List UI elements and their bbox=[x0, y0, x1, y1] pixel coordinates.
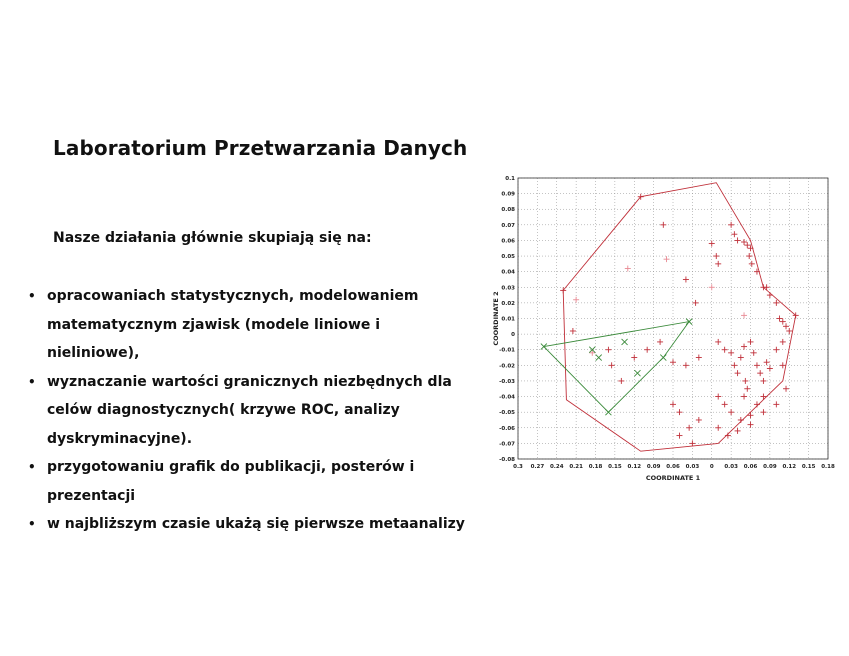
x-tick-label: 0.03 bbox=[724, 464, 738, 470]
data-point bbox=[731, 231, 737, 237]
data-point bbox=[735, 237, 741, 243]
x-tick-label: 0.03 bbox=[685, 464, 700, 470]
data-point bbox=[744, 386, 750, 392]
y-tick-label: 0.09 bbox=[501, 191, 515, 198]
x-tick-label: 0.18 bbox=[821, 464, 835, 470]
data-point bbox=[764, 284, 770, 290]
data-point bbox=[618, 378, 624, 384]
data-point bbox=[764, 359, 770, 365]
data-point bbox=[748, 412, 754, 418]
data-point bbox=[780, 362, 786, 368]
y-tick-label: 0.07 bbox=[501, 222, 515, 229]
data-point bbox=[713, 253, 719, 259]
data-point bbox=[605, 347, 611, 353]
y-tick-label: -0.06 bbox=[499, 425, 515, 432]
data-point bbox=[741, 312, 747, 318]
bullet-text: w najbliższym czasie ukażą się pierwsze metaanalizy bbox=[47, 516, 465, 532]
y-tick-label: 0.08 bbox=[501, 207, 515, 214]
x-tick-label: 0.18 bbox=[588, 464, 603, 470]
y-tick-label: 0.06 bbox=[501, 238, 515, 245]
x-tick-label: 0.24 bbox=[549, 464, 564, 470]
data-point bbox=[748, 422, 754, 428]
data-point bbox=[767, 365, 773, 371]
list-item bbox=[28, 510, 468, 539]
data-point bbox=[622, 339, 628, 345]
y-tick-label: -0.04 bbox=[499, 394, 515, 401]
data-point bbox=[634, 370, 640, 376]
bullet-text: opracowaniach statystycznych, modelowaniem matematycznym zjawisk (modele liniowe i nieliniowe), bbox=[47, 288, 419, 361]
data-point bbox=[728, 222, 734, 228]
data-point bbox=[725, 433, 731, 439]
data-point bbox=[722, 347, 728, 353]
data-point bbox=[728, 350, 734, 356]
data-point bbox=[760, 378, 766, 384]
data-point bbox=[786, 328, 792, 334]
scatter-chart bbox=[488, 170, 833, 485]
data-point bbox=[749, 261, 755, 267]
y-tick-label: 0.04 bbox=[501, 269, 515, 276]
x-tick-label: 0.15 bbox=[608, 464, 622, 470]
data-point bbox=[738, 355, 744, 361]
data-point bbox=[715, 394, 721, 400]
data-point bbox=[670, 401, 676, 407]
data-point bbox=[748, 339, 754, 345]
data-point bbox=[570, 328, 576, 334]
data-point bbox=[676, 433, 682, 439]
data-point bbox=[683, 362, 689, 368]
x-tick-label: 0.09 bbox=[763, 464, 777, 470]
x-axis-label: COORDINATE 1 bbox=[645, 474, 701, 482]
data-point bbox=[683, 276, 689, 282]
data-point bbox=[777, 316, 783, 322]
data-point bbox=[596, 355, 602, 361]
x-tick-label: 0.06 bbox=[743, 464, 758, 470]
data-point bbox=[660, 222, 666, 228]
data-point bbox=[741, 394, 747, 400]
data-point bbox=[757, 370, 763, 376]
data-point bbox=[709, 241, 715, 247]
bullet-glyph: • bbox=[28, 289, 36, 303]
bullet-text: wyznaczanie wartości granicznych niezbędnych dla celów diagnostycznych( krzywe ROC, analizy dyskryminacyjne). bbox=[47, 373, 452, 447]
y-tick-label: 0.03 bbox=[501, 285, 515, 292]
data-point bbox=[605, 409, 611, 415]
data-point bbox=[773, 347, 779, 353]
data-point bbox=[625, 266, 631, 272]
x-tick-label: 0.09 bbox=[646, 464, 661, 470]
y-tick-label: -0.05 bbox=[499, 410, 515, 417]
x-tick-label: 0.27 bbox=[530, 464, 545, 470]
data-point bbox=[735, 370, 741, 376]
data-point bbox=[741, 239, 747, 245]
data-point bbox=[657, 339, 663, 345]
data-point bbox=[573, 297, 579, 303]
data-point bbox=[731, 362, 737, 368]
bullet-glyph: • bbox=[28, 517, 36, 531]
list-item bbox=[28, 282, 468, 368]
data-point bbox=[783, 386, 789, 392]
y-tick-label: -0.02 bbox=[499, 363, 515, 370]
data-point bbox=[780, 339, 786, 345]
bullet-glyph: • bbox=[28, 374, 36, 389]
data-point bbox=[754, 362, 760, 368]
data-point bbox=[742, 378, 748, 384]
data-point bbox=[783, 323, 789, 329]
bullet-list bbox=[28, 282, 468, 539]
list-item bbox=[28, 368, 468, 454]
y-tick-label: 0.05 bbox=[501, 254, 515, 261]
data-point bbox=[746, 253, 752, 259]
data-point bbox=[728, 409, 734, 415]
x-tick-label: 0.3 bbox=[513, 464, 523, 470]
data-point bbox=[722, 401, 728, 407]
intro-text: Nasze działania głównie skupiają się na: bbox=[53, 230, 372, 246]
y-tick-label: -0.08 bbox=[499, 457, 515, 463]
data-point bbox=[664, 256, 670, 262]
data-point bbox=[715, 339, 721, 345]
data-point bbox=[715, 425, 721, 431]
data-point bbox=[738, 417, 744, 423]
data-point bbox=[751, 350, 757, 356]
data-point bbox=[767, 292, 773, 298]
x-tick-label: 0 bbox=[709, 464, 714, 470]
list-item bbox=[28, 453, 468, 510]
data-point bbox=[754, 401, 760, 407]
x-tick-label: 0.12 bbox=[627, 464, 642, 470]
y-tick-label: -0.01 bbox=[499, 347, 515, 354]
y-tick-label: 0.02 bbox=[501, 300, 515, 307]
data-point bbox=[735, 428, 741, 434]
x-tick-label: 0.15 bbox=[801, 464, 816, 470]
data-point bbox=[760, 409, 766, 415]
data-point bbox=[709, 284, 715, 290]
data-point bbox=[686, 425, 692, 431]
data-point bbox=[676, 409, 682, 415]
data-point bbox=[748, 245, 754, 251]
y-tick-label: -0.07 bbox=[499, 441, 515, 448]
data-point bbox=[696, 417, 702, 423]
data-point bbox=[644, 347, 650, 353]
data-point bbox=[744, 242, 750, 248]
slide-title: Laboratorium Przetwarzania Danych bbox=[53, 136, 468, 160]
data-point bbox=[670, 359, 676, 365]
bullet-glyph: • bbox=[28, 460, 36, 474]
data-point bbox=[609, 362, 615, 368]
x-tick-label: 0.06 bbox=[666, 464, 680, 470]
data-point bbox=[715, 261, 721, 267]
data-point bbox=[696, 355, 702, 361]
y-axis-label: COORDINATE 2 bbox=[492, 291, 500, 346]
x-tick-label: 0.12 bbox=[782, 464, 797, 470]
x-tick-label: 0.21 bbox=[569, 464, 583, 470]
bullet-text: przygotowaniu grafik do publikacji, posterów i prezentacji bbox=[47, 459, 415, 504]
data-point bbox=[660, 355, 666, 361]
data-point bbox=[693, 300, 699, 306]
data-point bbox=[741, 344, 747, 350]
data-point bbox=[631, 355, 637, 361]
y-tick-label: 0 bbox=[511, 332, 515, 339]
data-point bbox=[760, 394, 766, 400]
data-point bbox=[780, 319, 786, 325]
chart-canvas bbox=[488, 170, 833, 485]
data-point bbox=[754, 269, 760, 275]
data-point bbox=[773, 401, 779, 407]
y-tick-label: 0.01 bbox=[501, 316, 515, 323]
data-point bbox=[589, 350, 595, 356]
y-tick-label: 0.1 bbox=[505, 176, 515, 182]
y-tick-label: -0.03 bbox=[499, 378, 515, 385]
